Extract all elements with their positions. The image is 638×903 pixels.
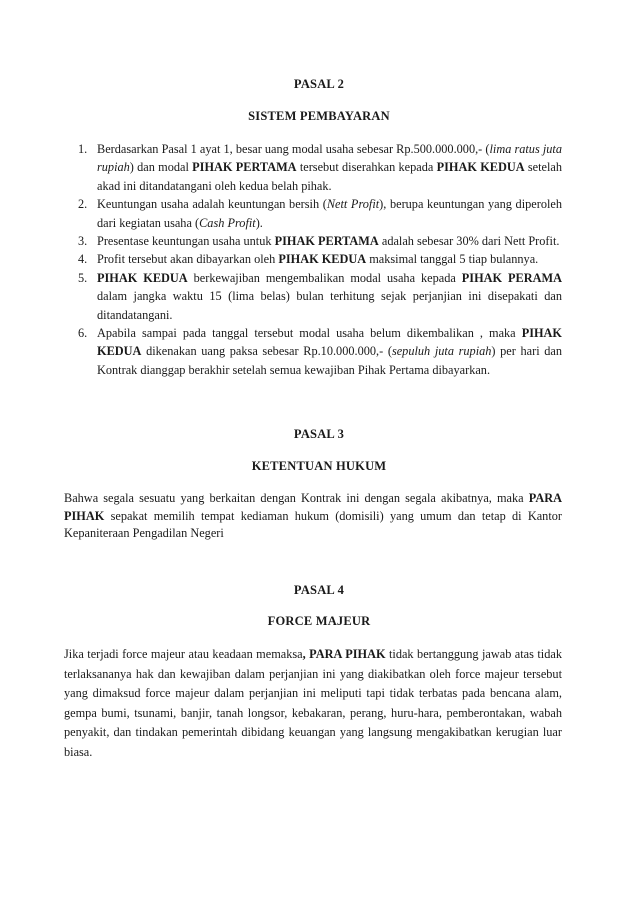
paragraph-text: Jika terjadi force majeur atau keadaan memaksa: [64, 647, 303, 661]
list-item: [78, 232, 562, 250]
item-text: setelah akad ini ditandatangani oleh kedua belah pihak.: [97, 160, 563, 193]
item-text: ).: [255, 215, 263, 230]
item-text: Berdasarkan Pasal 1 ayat 1, besar uang modal usaha sebesar Rp.500.000.000,- (: [97, 142, 490, 156]
pasal-4-subtitle: FORCE MAJEUR: [267, 614, 371, 628]
item-bold: PIHAK PERTAMA: [274, 234, 379, 249]
paragraph-text: tidak bertanggung jawab atas tidak terlaksananya hak dan kewajiban dalam perjanjian ini yang diakibatkan oleh force majeur tersebut yang dimaksud force majeur dalam perjanjian ini meliputi tapi tidak terbatas pada bencana alam, gempa bumi, tsunami, banjir, tanah longsor, kebakaran, perang, huru-hara, pemberontakan, wabah penyakit, dan tindakan pemerintah dibidang keuangan yang langsung mengakibatkan kerugian luar biasa.: [64, 647, 562, 759]
list-item: [78, 324, 562, 379]
pasal-4-paragraph: [64, 645, 562, 763]
item-italic: Cash Profit: [199, 215, 256, 230]
paragraph-text: sepakat memilih tempat kediaman hukum (domisili) yang umum dan tetap di Kantor Kepaniteraan Pengadilan Negeri: [64, 508, 562, 540]
item-number: 6.: [78, 326, 88, 341]
item-text: Keuntungan usaha adalah keuntungan bersih (: [97, 197, 327, 212]
item-number: 2.: [78, 197, 88, 212]
item-text: dalam jangka waktu 15 (lima belas) bulan terhitung sejak perjanjian ini disepakati dan ditandatangani.: [97, 289, 562, 322]
paragraph-bold: ,: [302, 647, 306, 661]
item-number: 1.: [78, 142, 88, 156]
item-text: berkewajiban mengembalikan modal usaha kepada: [187, 270, 462, 285]
item-number: 5.: [78, 270, 88, 285]
list-item: [78, 250, 562, 268]
list-item: [78, 269, 562, 324]
paragraph-bold: PARA PIHAK: [309, 647, 386, 661]
item-text: Profit tersebut akan dibayarkan oleh: [97, 252, 279, 267]
paragraph-text: Bahwa segala sesuatu yang berkaitan dengan Kontrak ini dengan segala akibatnya, maka: [64, 491, 529, 505]
item-text: maksimal tanggal 5 tiap bulannya.: [366, 252, 539, 267]
item-number: 3.: [78, 234, 88, 249]
payment-terms-list: [78, 140, 562, 379]
pasal-3-paragraph: [64, 490, 562, 543]
pasal-3-subtitle: KETENTUAN HUKUM: [251, 459, 387, 473]
item-text: Apabila sampai pada tanggal tersebut modal usaha belum dikembalikan , maka: [97, 326, 522, 341]
item-text: ) dan modal: [129, 160, 193, 175]
item-bold: PIHAK KEDUA: [436, 160, 525, 175]
item-text: ), berupa keuntungan yang diperoleh dari kegiatan usaha (: [97, 197, 562, 230]
list-item: [78, 195, 562, 232]
item-bold: PIHAK KEDUA: [97, 270, 188, 285]
item-text: adalah sebesar 30% dari Nett Profit.: [378, 234, 560, 249]
item-text: Presentase keuntungan usaha untuk: [97, 234, 275, 249]
item-text: ) per hari dan Kontrak dianggap berakhir setelah semua kewajiban Pihak Pertama dibayarkan.: [97, 344, 563, 377]
item-number: 4.: [78, 252, 88, 267]
list-item: [78, 140, 562, 195]
item-text: dikenakan uang paksa sebesar Rp.10.000.000,- (: [141, 344, 392, 359]
pasal-2-subtitle: SISTEM PEMBAYARAN: [248, 109, 390, 123]
item-bold: PIHAK PERTAMA: [192, 160, 297, 175]
item-italic: sepuluh juta rupiah: [391, 344, 492, 359]
item-bold: PIHAK KEDUA: [97, 326, 562, 359]
paragraph-bold: PARA PIHAK: [64, 491, 562, 523]
item-bold: PIHAK KEDUA: [278, 252, 367, 267]
item-bold: PIHAK PERAMA: [461, 270, 562, 285]
pasal-3-title: PASAL 3: [293, 427, 345, 441]
item-italic: Nett Profit: [326, 197, 380, 212]
pasal-2-title: PASAL 2: [293, 77, 345, 91]
item-italic: lima ratus juta rupiah: [97, 142, 562, 175]
item-text: tersebut diserahkan kepada: [296, 160, 437, 175]
pasal-4-title: PASAL 4: [293, 583, 345, 597]
